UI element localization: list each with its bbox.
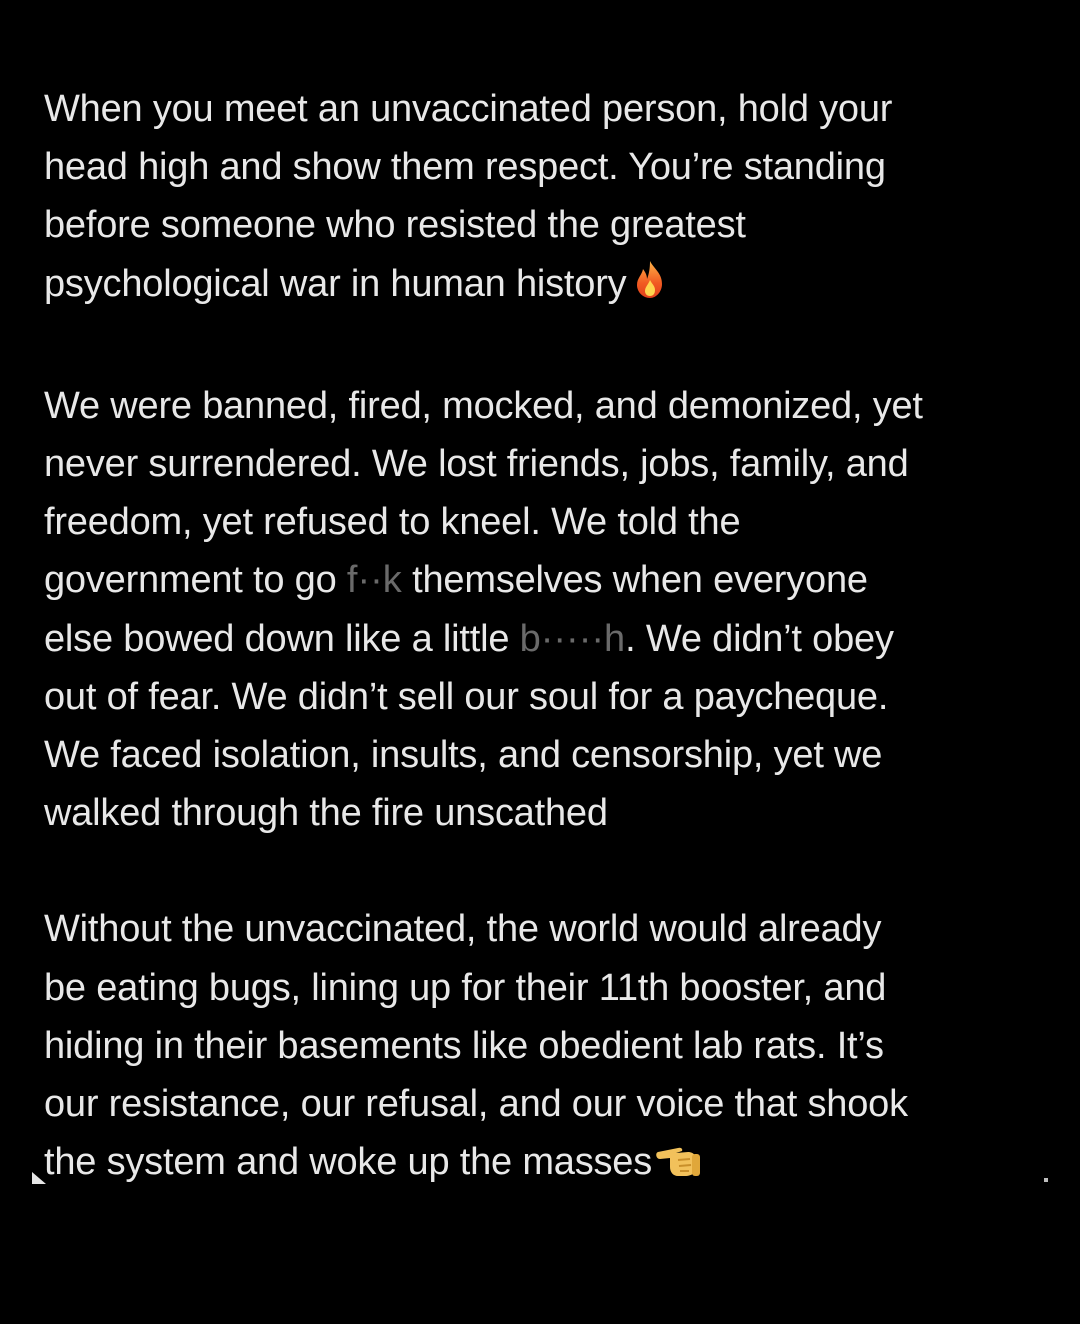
text-line: Without the unvaccinated, the world would already [44, 908, 882, 951]
text-line-with-emoji [44, 1133, 1054, 1197]
censored-word: f··k [346, 559, 402, 602]
text-segment: themselves when everyone [401, 559, 868, 602]
text-line-redacted [44, 610, 1054, 668]
text-line: head high and show them respect. You’re standing [44, 146, 886, 189]
text-segment: . We didn’t obey [625, 617, 894, 660]
paragraph-3 [44, 900, 1054, 1197]
text-line: never surrendered. We lost friends, jobs, family, and [44, 443, 909, 486]
post-body [44, 80, 1054, 1197]
corner-cursor-icon [32, 1172, 46, 1184]
text-segment: psychological war in human history [44, 262, 627, 305]
censored-word: b·····h [519, 617, 626, 660]
text-line: walked through the fire unscathed [44, 792, 608, 835]
text-line: We faced isolation, insults, and censorship, yet we [44, 734, 883, 777]
text-line: before someone who resisted the greatest [44, 204, 746, 247]
text-line: our resistance, our refusal, and our voice that shook [44, 1083, 908, 1126]
text-segment: government to go [44, 559, 347, 602]
text-line-with-emoji [44, 255, 1054, 319]
fire-emoji-icon [628, 258, 672, 319]
corner-dot-icon [1044, 1178, 1048, 1182]
text-line: When you meet an unvaccinated person, hold your [44, 88, 893, 130]
text-line: We were banned, fired, mocked, and demonized, yet [44, 384, 923, 427]
text-segment: else bowed down like a little [44, 617, 520, 660]
text-line: hiding in their basements like obedient lab rats. It’s [44, 1024, 884, 1067]
text-line-redacted [44, 551, 1054, 609]
paragraph-2 [44, 377, 1054, 843]
pointing-hand-emoji-icon [654, 1139, 704, 1197]
text-segment: the system and woke up the masses [44, 1141, 653, 1184]
text-line: freedom, yet refused to kneel. We told the [44, 501, 741, 544]
text-line: be eating bugs, lining up for their 11th booster, and [44, 966, 887, 1009]
paragraph-1 [44, 80, 1054, 319]
text-line: out of fear. We didn’t sell our soul for a paycheque. [44, 675, 889, 718]
